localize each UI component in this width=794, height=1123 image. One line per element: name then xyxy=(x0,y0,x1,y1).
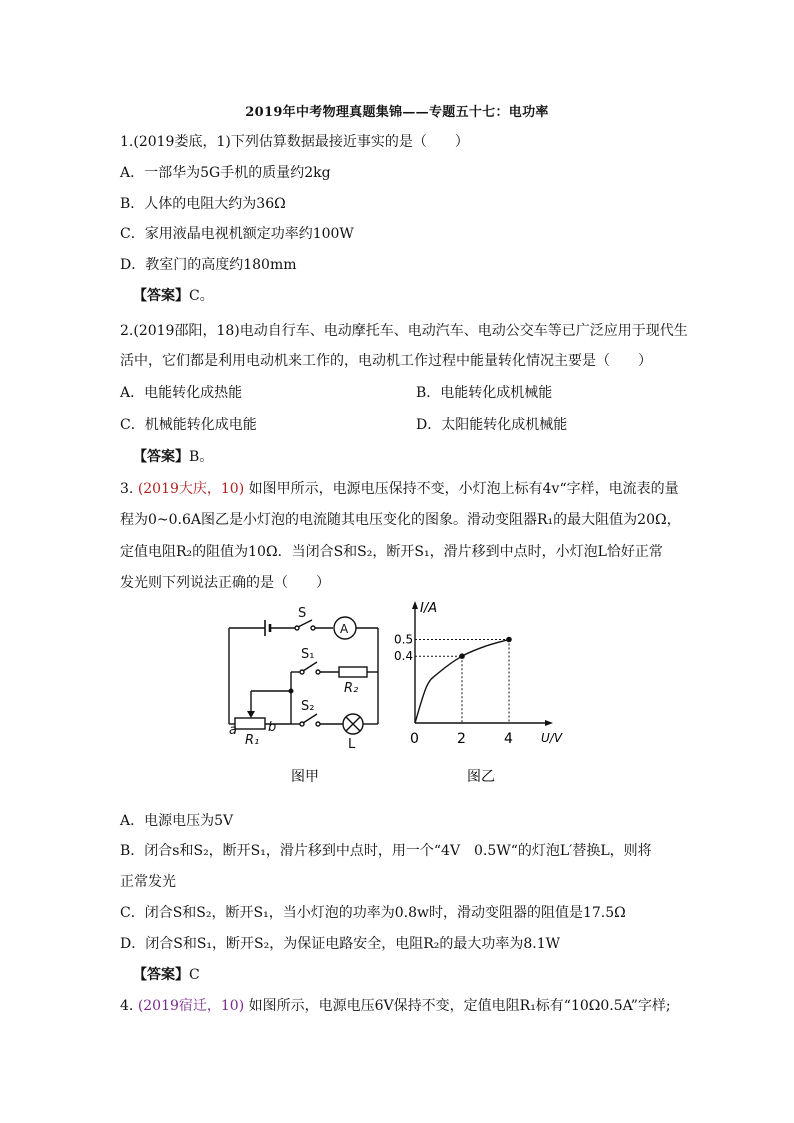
answer-label: 【答案】 xyxy=(133,967,189,983)
question-1-stem: 1.(2019娄底，1)下列估算数据最接近事实的是（ ） xyxy=(120,134,469,150)
label-lamp-l: L xyxy=(348,737,356,752)
y-tick-label: 0.5 xyxy=(394,632,414,647)
question-1-option-d: D．教室门的高度约180mm xyxy=(120,257,297,273)
page-title: 2019年中考物理真题集锦——专题五十七：电功率 xyxy=(245,105,549,120)
question-3-option-b-continued: 正常发光 xyxy=(120,874,176,890)
question-2-option-c: C．机械能转化成电能 xyxy=(120,417,257,433)
circuit-diagram xyxy=(229,617,378,734)
question-source: (2019宿迁，10) xyxy=(137,998,245,1014)
question-number: 4. xyxy=(120,998,138,1014)
question-3-stem-line-4: 发光则下列说法正确的是（ ） xyxy=(120,575,330,591)
question-1-option-c: C．家用液晶电视机额定功率约100W xyxy=(120,226,354,242)
x-tick-label: 4 xyxy=(504,731,513,747)
x-axis-arrow xyxy=(545,720,553,726)
answer-value: C。 xyxy=(189,288,214,304)
label-resistor-r2: R₂ xyxy=(344,681,359,696)
question-1-answer xyxy=(133,285,214,305)
question-text: 如图甲所示，电源电压保持不变，小灯泡上标有4v“字样，电流表的量 xyxy=(244,481,679,497)
question-source: (2019大庆，10) xyxy=(137,481,245,497)
question-2-option-b: B．电能转化成机械能 xyxy=(416,385,553,401)
y-axis-arrow xyxy=(412,601,418,609)
question-3-stem-line-3: 定值电阻R₂的阻值为10Ω．当闭合S和S₂，断开S₁，滑片移到中点时，小灯泡L恰好正常 xyxy=(120,544,663,560)
y-tick-label: 0.4 xyxy=(394,649,414,664)
question-2-option-d: D．太阳能转化成机械能 xyxy=(416,417,568,433)
figure-caption-right: 图乙 xyxy=(467,769,495,785)
question-3-answer xyxy=(133,964,200,984)
figure-area xyxy=(215,598,575,793)
x-tick-label: 0 xyxy=(410,731,419,747)
question-2-stem-line-1: 2.(2019邵阳，18)电动自行车、电动摩托车、电动汽车、电动公交车等已广泛应用于现代生 xyxy=(120,323,688,339)
question-3-option-d: D．闭合S和S₁，断开S₂，为保证电路安全，电阻R₂的最大功率为8.1W xyxy=(120,936,561,952)
question-1-option-b: B．人体的电阻大约为36Ω xyxy=(120,196,286,212)
data-point xyxy=(459,653,465,659)
question-3-option-a: A．电源电压为5V xyxy=(120,813,234,829)
question-3-stem-line-2: 程为0~0.6A图乙是小灯泡的电流随其电压变化的图象。滑动变阻器R₁的最大阻值为20Ω， xyxy=(120,512,681,528)
question-4-stem-line-1 xyxy=(120,995,671,1015)
question-number: 3. xyxy=(120,481,138,497)
question-3-stem-line-1 xyxy=(120,478,679,498)
answer-label: 【答案】 xyxy=(133,449,189,465)
question-1-option-a: A．一部华为5G手机的质量约2kg xyxy=(120,165,331,181)
label-switch-s2: S₂ xyxy=(301,699,315,714)
figure-caption-left: 图甲 xyxy=(291,769,319,785)
y-axis-label: I/A xyxy=(420,601,438,616)
label-switch-s1: S₁ xyxy=(301,647,315,662)
question-3-option-c: C．闭合S和S₂，断开S₁，当小灯泡的功率为0.8w时，滑动变阻器的阻值是17.5Ω xyxy=(120,905,626,921)
question-2-answer xyxy=(133,446,213,466)
answer-value: C xyxy=(189,967,200,983)
question-text: 如图所示，电源电压6V保持不变，定值电阻R₁标有“10Ω0.5A”字样; xyxy=(244,998,671,1014)
label-end-a: a xyxy=(229,723,237,738)
question-2-option-a: A．电能转化成热能 xyxy=(120,385,243,401)
label-end-b: b xyxy=(268,720,277,735)
current-voltage-chart xyxy=(394,601,563,747)
answer-value: B。 xyxy=(189,449,214,465)
label-rheostat-r1: R₁ xyxy=(245,733,260,748)
question-2-stem-line-2: 活中，它们都是利用电动机来工作的，电动机工作过程中能量转化情况主要是（ ） xyxy=(120,353,652,369)
x-axis-label: U/V xyxy=(541,731,563,745)
question-3-option-b: B．闭合s和S₂，断开S₁，滑片移到中点时，用一个“4V 0.5W“的灯泡L′替换L，则将 xyxy=(120,843,652,859)
label-ammeter: A xyxy=(340,622,349,636)
answer-label: 【答案】 xyxy=(133,288,189,304)
label-switch-s: S xyxy=(298,606,307,621)
data-point xyxy=(506,637,512,643)
x-tick-label: 2 xyxy=(457,731,466,747)
